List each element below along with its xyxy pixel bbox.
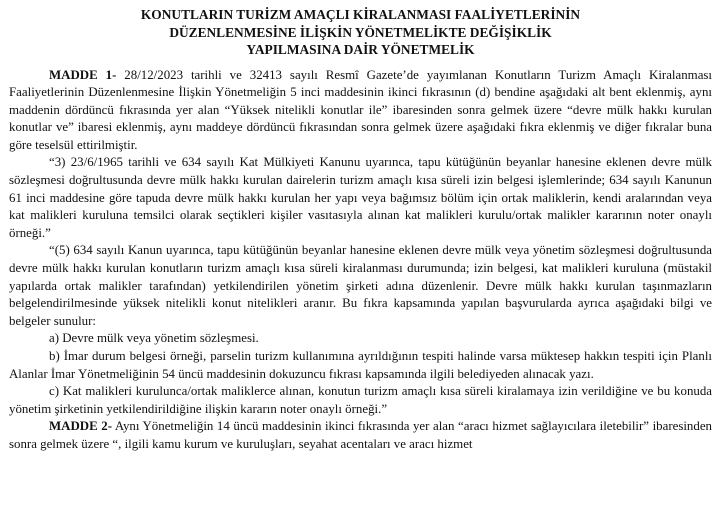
- item-a: a) Devre mülk veya yönetim sözleşmesi.: [49, 331, 259, 346]
- title-line-1: KONUTLARIN TURİZM AMAÇLI KİRALANMASI FAALİYETLERİNİN: [140, 7, 581, 22]
- article-1-label: MADDE 1-: [49, 67, 117, 82]
- article-2-label: MADDE 2-: [49, 419, 112, 434]
- item-b: b) İmar durum belgesi örneği, parselin turizm kullanımına ayrıldığının tespiti halinde varsa müktesep hakkın tespiti için Planlı Alanlar İmar Yönetmeliğinin 54 üncü maddesinin dokuzuncu fıkrası kapsamında ilgili belediyeden alınacak yazı.: [9, 349, 712, 381]
- title-line-2: DÜZENLENMESİNE İLİŞKİN YÖNETMELİKTE DEĞİŞİKLİK: [169, 24, 552, 40]
- sub-bent-3: “3) 23/6/1965 tarihli ve 634 sayılı Kat Mülkiyeti Kanunu uyarınca, tapu kütüğünün beyanlar hanesine eklenen devre mülk sözleşmesi doğrultusunda devre mülk hakkı kurulan dairelerin turizm amaçlı kısa süreli izin belgesi işlemlerinde; 634 sayılı Kanunun 61 inci maddesine göre tapuda devre mülk hakkı kurulan her yapı veya bağımsız bölüm için ortak maliklerin, kendi aralarından veya kat malikleri kuruluna temsilci olarak seçtikleri kişiler vasıtasıyla alınan kat malikleri kurulu/ortak malikler kararının noter onaylı örneği.”: [9, 155, 712, 240]
- article-2-text: Aynı Yönetmeliğin 14 üncü maddesinin ikinci fıkrasında yer alan “aracı hizmet sağlayıcılara iletebilir” ibaresinden sonra gelmek üzere “, ilgili kamu kurum ve kuruluşları, seyahat acentaları ve aracı hizmet: [9, 419, 712, 451]
- title-line-3: YAPILMASINA DAİR YÖNETMELİK: [246, 42, 475, 57]
- item-c: c) Kat malikleri kurulunca/ortak maliklerce alınan, konutun turizm amaçlı kısa süreli kiralamaya izin verildiğine ve bu konuda yönetim şirketinin yetkilendirildiğine ilişkin kararın noter onaylı örneği.”: [9, 384, 712, 416]
- paragraph-5: “(5) 634 sayılı Kanun uyarınca, tapu kütüğünün beyanlar hanesine eklenen devre mülk veya yönetim sözleşmesi doğrultusunda devre mülk hakkı kurulan konutların turizm amaçlı kısa süreli kiralanması durumunda; izin belgesi, kat malikleri kuruluna (müstakil yapılarda ortak malikler tarafından) yetkilendirilen yönetim şirketi adına düzenlenir. Devre mülk hakkı kurulan taşınmazların belgelendirilmesinde yüksek nitelikli konut nitelikleri aranır. Bu fıkra kapsamında yapılan başvurularda ayrıca aşağıdaki bilgi ve belgeler sunulur:: [9, 243, 712, 328]
- article-1: [9, 67, 712, 155]
- regulation-title: [9, 6, 712, 59]
- article-2: [9, 418, 712, 453]
- article-1-text: 28/12/2023 tarihli ve 32413 sayılı Resmî Gazete’de yayımlanan Konutların Turizm Amaçlı Kiralanması Faaliyetlerinin Düzenlenmesine İlişkin Yönetmeliğin 5 inci maddesinin ikinci fıkrasının (d) bendine aşağıdaki alt bent eklenmiş, aynı maddenin dördüncü fıkrasında yer alan “Yüksek nitelikli konutlar ile” ibaresinden sonra gelmek üzere “devre mülk hakkı kurulan konutlar ve” ibaresi eklenmiş, aynı maddeye dördüncü fıkrasından sonra gelmek üzere aşağıdaki fıkra eklenmiş ve diğer fıkralar buna göre teselsül ettirilmiştir.: [9, 67, 713, 152]
